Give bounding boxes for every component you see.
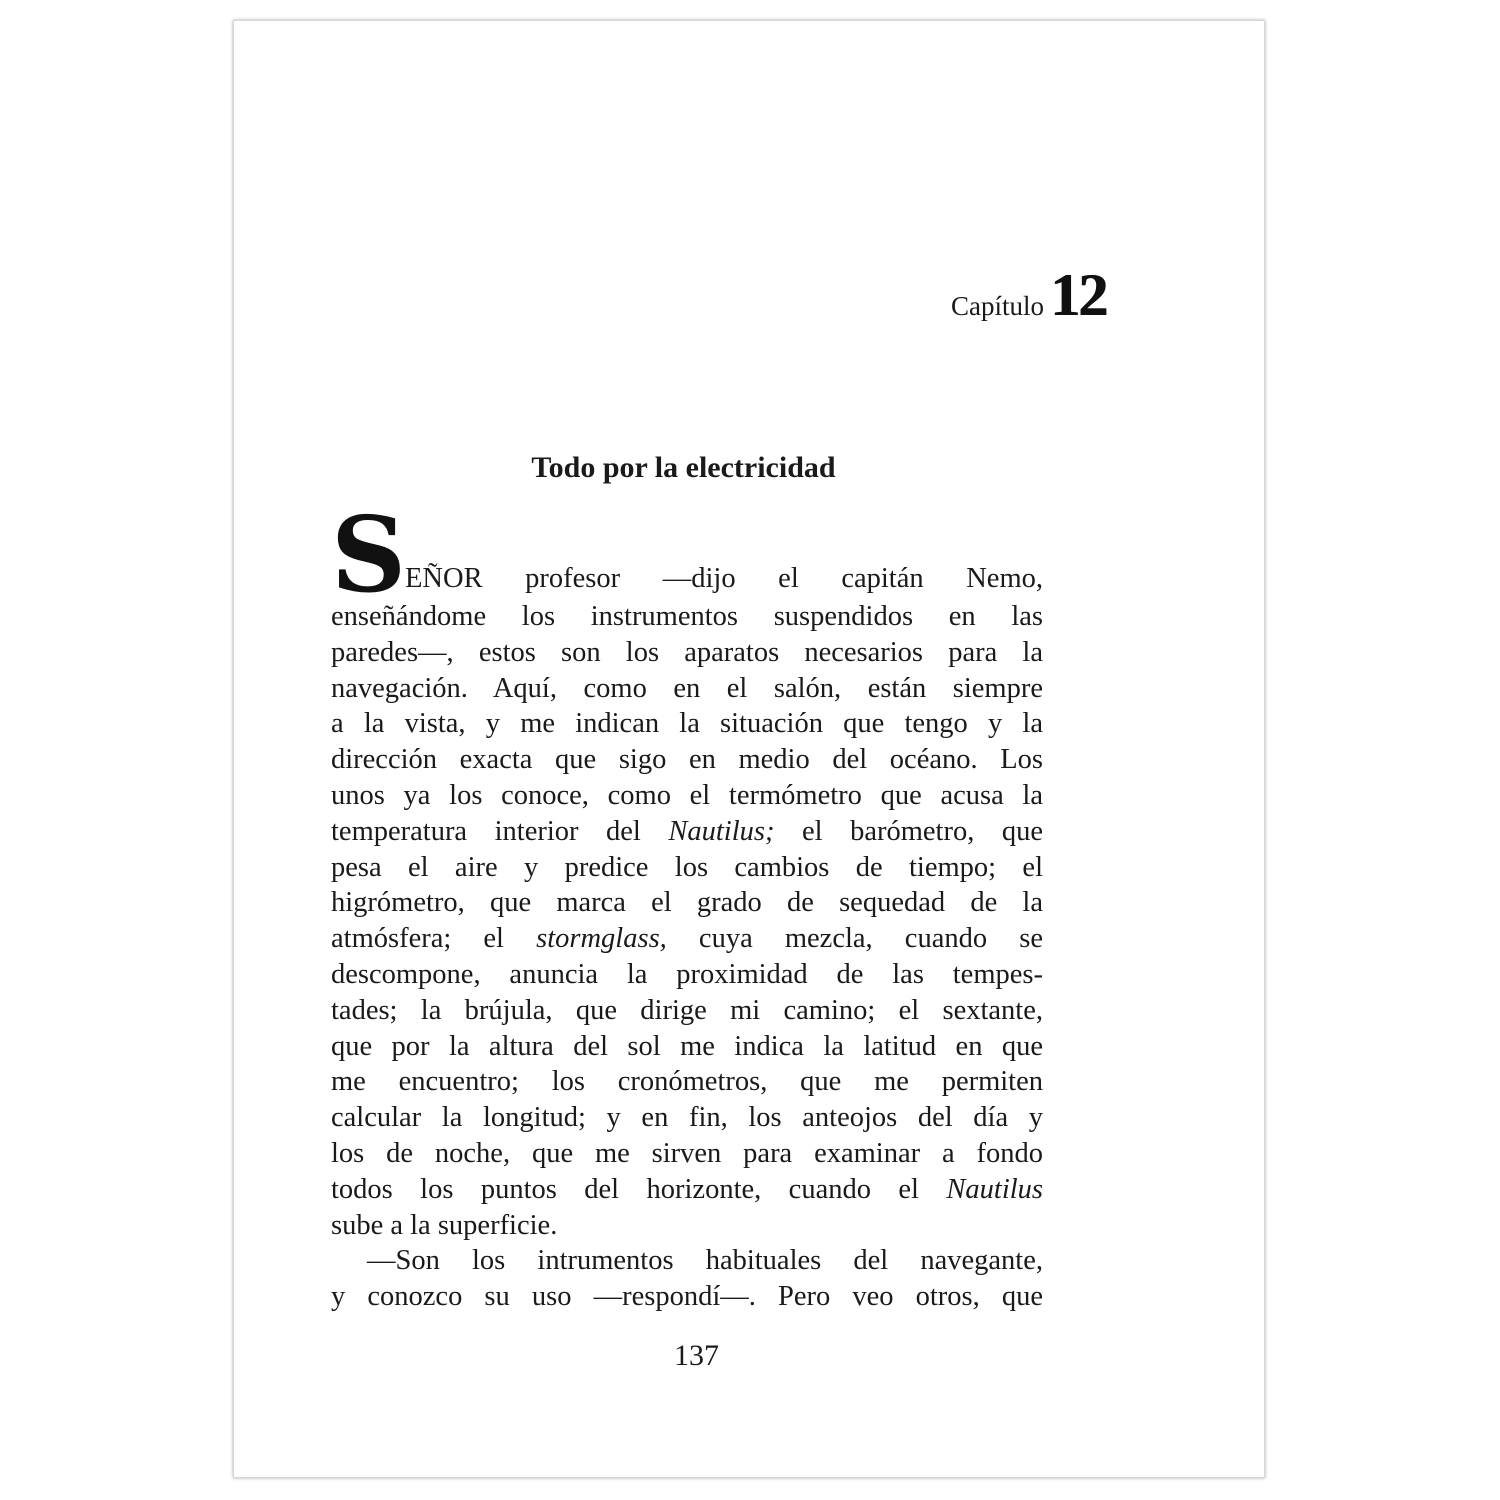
text-segment: todos los puntos del horizonte, cuando el — [331, 1173, 947, 1205]
text-line: enseñándome los instrumentos suspendidos en las — [331, 601, 1043, 632]
text-line — [331, 1172, 1043, 1208]
chapter-heading — [951, 261, 1106, 330]
text-segment: temperatura interior del — [331, 815, 669, 847]
text-line: descompone, anuncia la proximidad de las tempes- — [331, 958, 1043, 990]
text-line — [331, 921, 1043, 957]
text-line: sube a la superficie. — [331, 1209, 558, 1241]
drop-cap: S — [331, 493, 407, 616]
text-segment: cuya mezcla, cuando se — [666, 923, 1043, 955]
chapter-number: 12 — [1050, 262, 1106, 328]
text-line: me encuentro; los cronómetros, que me permiten — [331, 1066, 1043, 1098]
paragraph — [331, 1243, 1043, 1315]
text-line: paredes—, estos son los aparatos necesarios para la — [331, 636, 1043, 668]
text-segment: el barómetro, que — [774, 815, 1043, 847]
text-line: higrómetro, que marca el grado de sequedad de la — [331, 887, 1043, 919]
text-line: a la vista, y me indican la situación que tengo y la — [331, 708, 1043, 740]
text-line: unos ya los conoce, como el termómetro que acusa la — [331, 779, 1043, 811]
text-segment: atmósfera; el — [331, 923, 537, 955]
body-text — [331, 493, 1043, 1315]
paragraph — [331, 493, 1043, 1243]
italic-ship-name: Nautilus; — [668, 815, 775, 847]
chapter-word: Capítulo — [951, 291, 1044, 321]
text-line: EÑOR profesor —dijo el capitán Nemo, — [405, 563, 1043, 595]
page-number: 137 — [674, 1339, 719, 1372]
text-line: dirección exacta que sigo en medio del océano. Los — [331, 744, 1043, 776]
text-line: los de noche, que me sirven para examinar a fondo — [331, 1137, 1043, 1169]
text-line: pesa el aire y predice los cambios de tiempo; el — [331, 851, 1043, 883]
text-line: navegación. Aquí, como en el salón, están siempre — [331, 672, 1043, 704]
text-line: —Son los intrumentos habituales del navegante, — [367, 1245, 1043, 1277]
text-line: calcular la longitud; y en fin, los anteojos del día y — [331, 1102, 1043, 1134]
text-line: y conozco su uso —respondí—. Pero veo otros, que — [331, 1281, 1043, 1313]
text-line: que por la altura del sol me indica la latitud en que — [331, 1030, 1043, 1062]
text-line — [331, 814, 1043, 850]
chapter-title: Todo por la electricidad — [531, 451, 836, 484]
text-line: tades; la brújula, que dirige mi camino; el sextante, — [331, 994, 1043, 1026]
first-line-row — [331, 493, 1043, 616]
book-page — [233, 20, 1265, 1478]
italic-term: stormglass, — [536, 923, 667, 955]
italic-ship-name: Nautilus — [946, 1173, 1043, 1205]
